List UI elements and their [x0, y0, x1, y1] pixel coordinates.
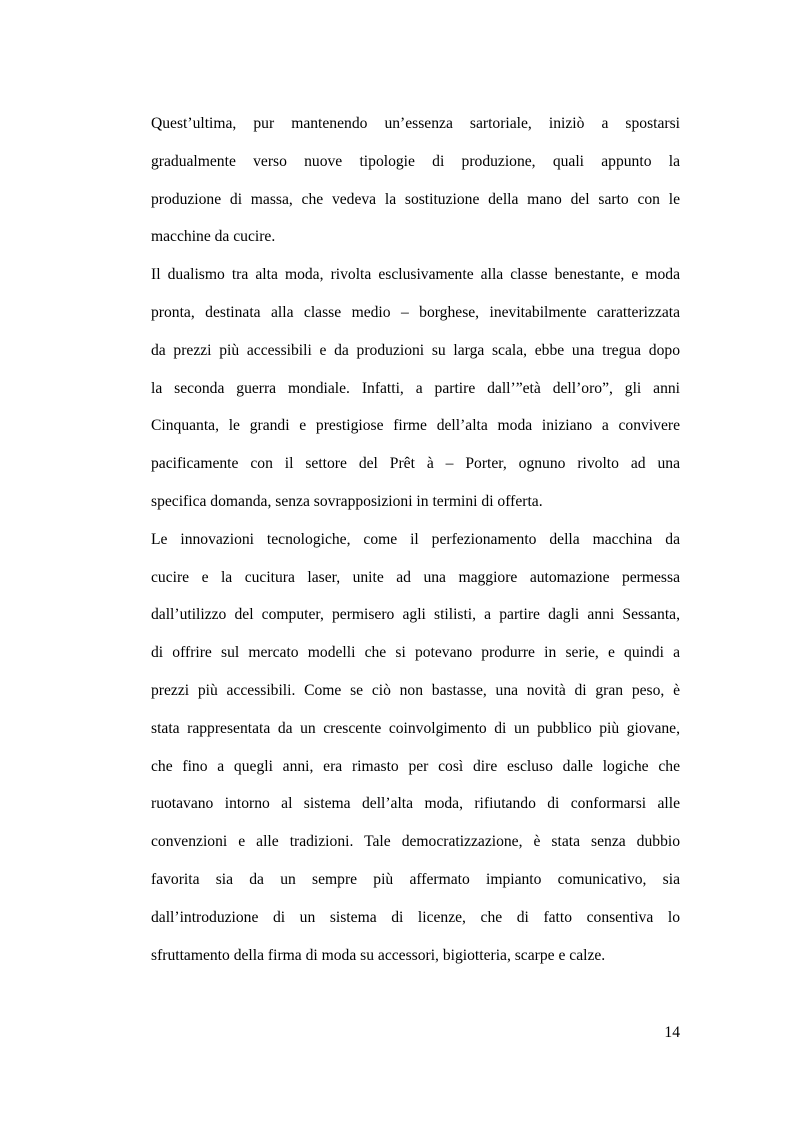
paragraph — [151, 521, 680, 975]
text-line: ruotavano intorno al sistema dell’alta moda, rifiutando di conformarsi alle — [151, 795, 680, 813]
text-line: di offrire sul mercato modelli che si potevano produrre in serie, e quindi a — [151, 644, 680, 662]
text-line: che fino a quegli anni, era rimasto per così dire escluso dalle logiche che — [151, 757, 680, 775]
text-line: favorita sia da un sempre più affermato impianto comunicativo, sia — [151, 870, 680, 888]
text-line: produzione di massa, che vedeva la sostituzione della mano del sarto con le — [151, 190, 680, 208]
text-line: Le innovazioni tecnologiche, come il perfezionamento della macchina da — [151, 530, 680, 548]
text-line: pronta, destinata alla classe medio – borghese, inevitabilmente caratterizzata — [151, 303, 680, 321]
text-line: macchine da cucire. — [151, 228, 276, 246]
text-line: specifica domanda, senza sovrapposizioni in termini di offerta. — [151, 492, 543, 510]
text-line: convenzioni e alle tradizioni. Tale democratizzazione, è stata senza dubbio — [151, 833, 680, 851]
text-line: Quest’ultima, pur mantenendo un’essenza sartoriale, iniziò a spostarsi — [151, 115, 680, 132]
text-line: prezzi più accessibili. Come se ciò non bastasse, una novità di gran peso, è — [151, 681, 680, 699]
text-line: Il dualismo tra alta moda, rivolta esclusivamente alla classe benestante, e moda — [151, 266, 680, 284]
text-line: stata rappresentata da un crescente coinvolgimento di un pubblico più giovane, — [151, 719, 680, 737]
text-line: dall’utilizzo del computer, permisero agli stilisti, a partire dagli anni Sessanta, — [151, 606, 680, 624]
paragraph — [151, 105, 680, 256]
paragraph — [151, 256, 680, 521]
text-line: cucire e la cucitura laser, unite ad una maggiore automazione permessa — [151, 568, 680, 586]
text-line: gradualmente verso nuove tipologie di produzione, quali appunto la — [151, 152, 680, 170]
page-number: 14 — [664, 1024, 680, 1041]
text-line: pacificamente con il settore del Prêt à – Porter, ognuno rivolto ad una — [151, 455, 680, 473]
text-line: dall’introduzione di un sistema di licenze, che di fatto consentiva lo — [151, 908, 680, 926]
text-line: sfruttamento della firma di moda su accessori, bigiotteria, scarpe e calze. — [151, 946, 606, 964]
text-line: da prezzi più accessibili e da produzioni su larga scala, ebbe una tregua dopo — [151, 341, 680, 359]
document-body — [151, 105, 680, 974]
text-line: la seconda guerra mondiale. Infatti, a partire dall’”età dell’oro”, gli anni — [151, 379, 680, 397]
text-line: Cinquanta, le grandi e prestigiose firme dell’alta moda iniziano a convivere — [151, 417, 680, 435]
